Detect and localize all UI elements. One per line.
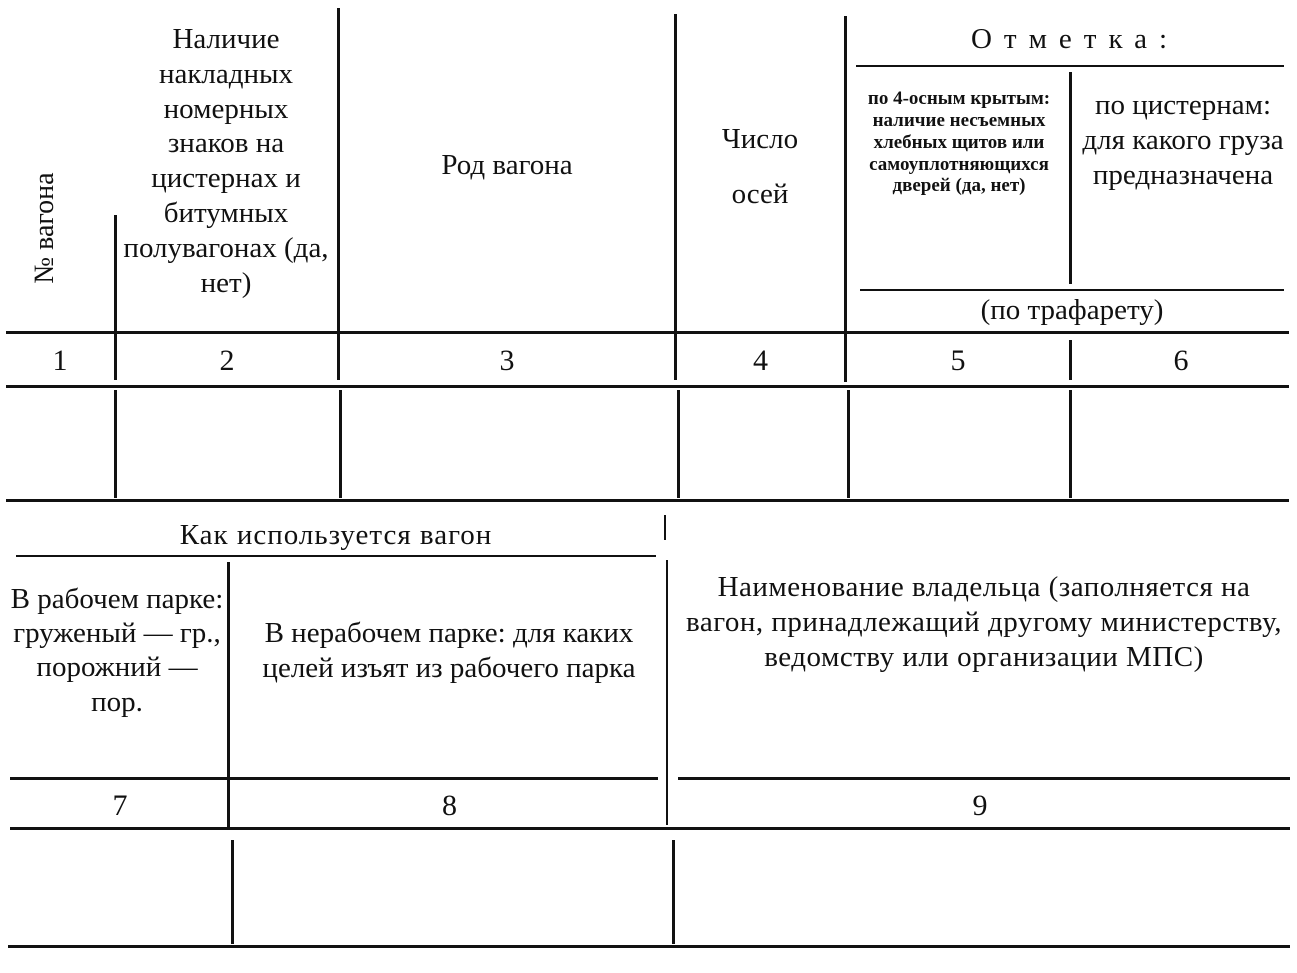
- col-number: 1: [52, 344, 68, 377]
- rule: [674, 14, 677, 380]
- rule: [339, 390, 342, 498]
- rule: [8, 945, 1290, 948]
- rule: [6, 331, 1289, 334]
- col8-header: В нерабочем парке: для каких целей изъят из рабочего парка: [262, 617, 636, 684]
- rule: [847, 390, 850, 498]
- col-number: 4: [753, 344, 768, 377]
- rule: [10, 827, 1290, 830]
- rule: [860, 289, 1284, 291]
- col-number: 6: [1173, 344, 1189, 377]
- col-number: 5: [950, 344, 966, 377]
- rule: [114, 390, 117, 498]
- rule: [6, 499, 1289, 502]
- rule: [337, 8, 340, 380]
- usage-header: Как используется вагон: [179, 519, 493, 551]
- col9-header: Наименование владельца (заполняется на вагон, принадлежащий другому министерству, ведомству или организации МПС): [686, 571, 1282, 673]
- rule: [6, 385, 1289, 388]
- stencil-note: (по трафарету): [980, 294, 1164, 326]
- col4-header: Число осей: [721, 123, 799, 211]
- col-number: 8: [442, 789, 457, 822]
- col-number: 7: [112, 789, 128, 822]
- rule: [844, 16, 847, 382]
- col5-header: по 4-осным крытым: наличие несъемных хлебных щитов или самоуплотняющихся дверей (да, нет): [867, 88, 1051, 197]
- col6-header: по цистернам: для какого груза предназначена: [1082, 89, 1284, 191]
- col1-header: № вагона: [29, 172, 60, 284]
- rule: [664, 515, 666, 540]
- rule: [678, 777, 1290, 780]
- col2-header: Наличие накладных номерных знаков на цистернах и битумных полувагонах (да, нет): [123, 23, 329, 299]
- col-number: 9: [972, 789, 988, 822]
- rule: [10, 777, 658, 780]
- rule: [672, 840, 675, 944]
- col-number: 3: [499, 344, 515, 377]
- col3-header: Род вагона: [441, 149, 573, 181]
- rule: [856, 65, 1284, 67]
- mark-header: Отметка:: [970, 23, 1180, 55]
- rule: [1069, 72, 1072, 284]
- rule: [666, 560, 668, 825]
- col-number: 2: [219, 344, 235, 377]
- rule: [231, 840, 234, 944]
- col7-header: В рабочем парке: груженый — гр., порожний — пор.: [10, 583, 224, 718]
- rule: [1069, 390, 1072, 498]
- rule: [16, 555, 656, 557]
- rule: [677, 390, 680, 498]
